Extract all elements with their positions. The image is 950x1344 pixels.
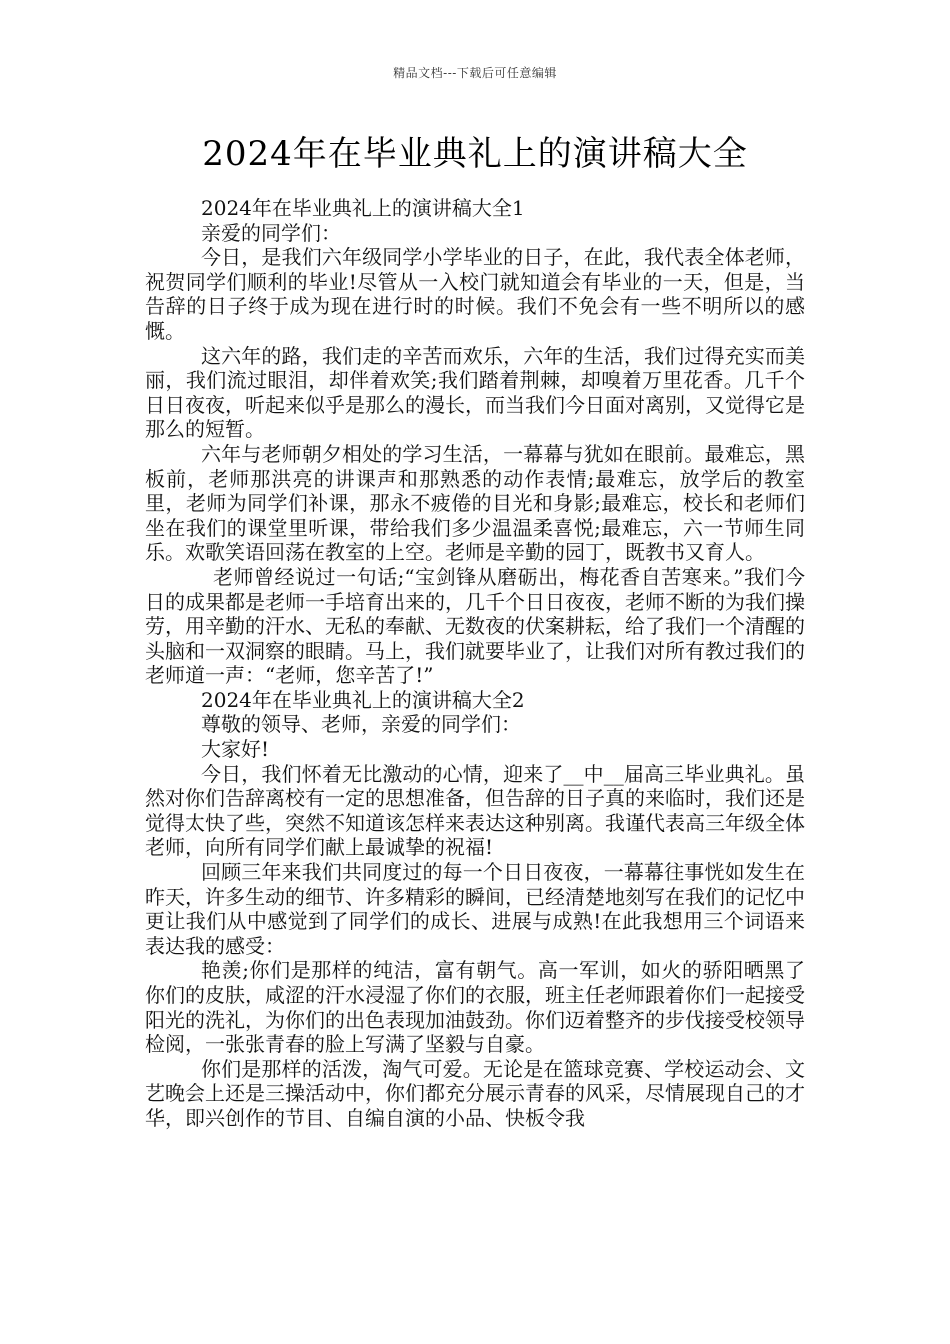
document-body (145, 196, 805, 1131)
paragraph: 回顾三年来我们共同度过的每一个日日夜夜，一幕幕往事恍如发生在昨天，许多生动的细节、许多精彩的瞬间，已经清楚地刻写在我们的记忆中更让我们从中感觉到了同学们的成长、进展与成熟!在此我想用三个词语来表达我的感受： (145, 860, 805, 958)
paragraph: 老师曾经说过一句话;“宝剑锋从磨砺出，梅花香自苦寒来。”我们今日的成果都是老师一手培育出来的，几千个日日夜夜，老师不断的为我们操劳，用辛勤的汗水、无私的奉献、无数夜的伏案耕耘，给了我们一个清醒的头脑和一双洞察的眼睛。马上，我们就要毕业了，让我们对所有教过我们的老师道一声：“老师，您辛苦了!” (145, 564, 805, 688)
paragraph: 今日，是我们六年级同学小学毕业的日子，在此，我代表全体老师，祝贺同学们顺利的毕业!尽管从一入校门就知道会有毕业的一天，但是，当告辞的日子终于成为现在进行时的时候。我们不免会有一些不明所以的感慨。 (145, 245, 805, 343)
greeting: 大家好! (201, 737, 270, 762)
paragraph: 艳羡;你们是那样的纯洁，富有朝气。高一军训，如火的骄阳晒黑了你们的皮肤，咸涩的汗水浸湿了你们的衣服，班主任老师跟着你们一起接受阳光的洗礼，为你们的出色表现加油鼓劲。你们迈着整齐的步伐接受校领导检阅，一张张青春的脸上写满了坚毅与自豪。 (145, 958, 805, 1057)
paragraph: 今日，我们怀着无比激动的心情，迎来了__中__届高三毕业典礼。虽然对你们告辞离校有一定的思想准备，但告辞的日子真的来临时，我们还是觉得太快了些，突然不知道该怎样来表达这种别离。我谨代表高三年级全体老师，向所有同学们献上最诚挚的祝福! (145, 761, 805, 860)
paragraph: 你们是那样的活泼，淘气可爱。无论是在篮球竞赛、学校运动会、文艺晚会上还是三操活动中，你们都充分展示青春的风采，尽情展现自己的才华，即兴创作的节目、自编自演的小品、快板令我 (145, 1056, 805, 1130)
salutation: 亲爱的同学们： (201, 220, 341, 245)
paragraph: 六年与老师朝夕相处的学习生活，一幕幕与犹如在眼前。最难忘，黑板前，老师那洪亮的讲课声和那熟悉的动作表情;最难忘，放学后的教室里，老师为同学们补课，那永不疲倦的目光和身影;最难忘，校长和老师们坐在我们的课堂里听课，带给我们多少温温柔喜悦;最难忘，六一节师生同乐。欢歌笑语回荡在教室的上空。老师是辛勤的园丁，既教书又育人。 (145, 441, 805, 565)
header-note: 精品文档---下载后可任意编辑 (393, 66, 557, 80)
salutation: 尊敬的领导、老师，亲爱的同学们： (201, 712, 521, 737)
paragraph: 这六年的路，我们走的辛苦而欢乐，六年的生活，我们过得充实而美丽，我们流过眼泪，却伴着欢笑;我们踏着荆棘，却嗅着万里花香。几千个日日夜夜，听起来似乎是那么的漫长，而当我们今日面对离别，又觉得它是那么的短暂。 (145, 343, 805, 442)
section-heading-1: 2024年在毕业典礼上的演讲稿大全1 (201, 196, 525, 220)
section-heading-2: 2024年在毕业典礼上的演讲稿大全2 (201, 687, 525, 712)
document-title: 2024年在毕业典礼上的演讲稿大全 (202, 134, 748, 174)
